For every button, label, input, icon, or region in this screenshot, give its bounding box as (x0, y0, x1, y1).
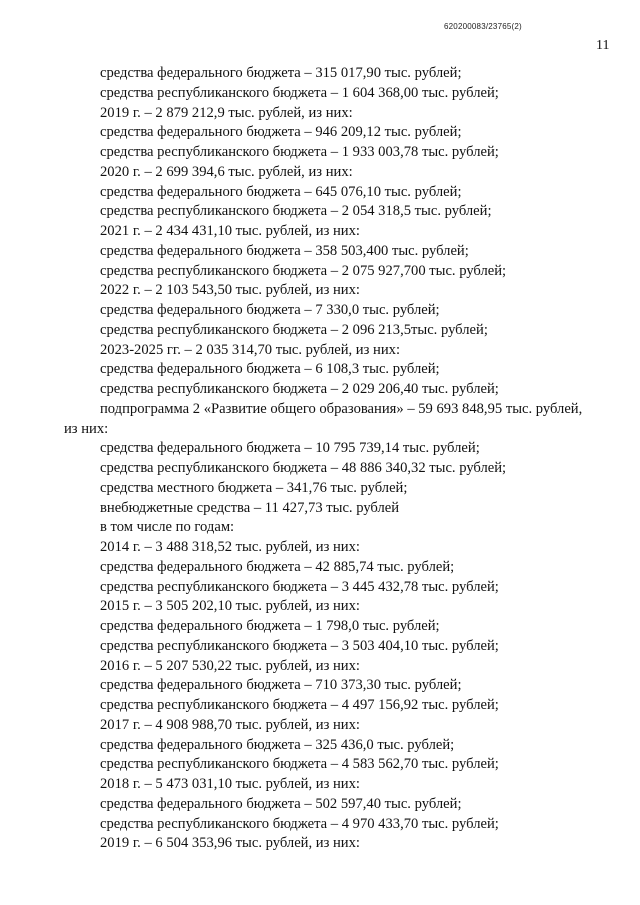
text-line: средства республиканского бюджета – 4 583 562,70 тыс. рублей; (100, 756, 499, 773)
text-line: средства республиканского бюджета – 4 497 156,92 тыс. рублей; (100, 697, 499, 713)
text-line: средства федерального бюджета – 502 597,40 тыс. рублей; (100, 795, 462, 812)
text-line: средства республиканского бюджета – 3 445 432,78 тыс. рублей; (100, 578, 499, 595)
text-line: средства республиканского бюджета – 1 933 003,78 тыс. рублей; (100, 144, 499, 160)
text-line: в том числе по годам: (100, 519, 235, 536)
document-body (64, 64, 616, 854)
text-line: 2021 г. – 2 434 431,10 тыс. рублей, из них: (100, 223, 360, 239)
text-line: средства федерального бюджета – 10 795 739,14 тыс. рублей; (100, 440, 480, 457)
text-line: средства республиканского бюджета – 1 604 368,00 тыс. рублей; (100, 84, 499, 101)
text-line: 2014 г. – 3 488 318,52 тыс. рублей, из них: (100, 539, 360, 555)
text-line: средства федерального бюджета – 946 209,12 тыс. рублей; (100, 124, 462, 141)
text-line: средства республиканского бюджета – 2 029 206,40 тыс. рублей; (100, 381, 499, 397)
page-number: 11 (596, 38, 610, 53)
text-line: 2017 г. – 4 908 988,70 тыс. рублей, из них: (100, 716, 360, 733)
text-line: средства республиканского бюджета – 3 503 404,10 тыс. рублей; (100, 637, 499, 654)
text-line: средства федерального бюджета – 7 330,0 тыс. рублей; (100, 302, 440, 318)
text-line: 2015 г. – 3 505 202,10 тыс. рублей, из них: (100, 598, 360, 615)
text-line: внебюджетные средства – 11 427,73 тыс. рублей (100, 499, 400, 516)
text-line: средства республиканского бюджета – 2 096 213,5тыс. рублей; (100, 321, 488, 338)
text-line: средства федерального бюджета – 645 076,10 тыс. рублей; (100, 183, 462, 200)
text-line: средства федерального бюджета – 6 108,3 тыс. рублей; (100, 361, 440, 378)
text-line: 2020 г. – 2 699 394,6 тыс. рублей, из них: (100, 163, 353, 180)
text-line: 2018 г. – 5 473 031,10 тыс. рублей, из них: (100, 776, 360, 792)
text-line: средства республиканского бюджета – 4 970 433,70 тыс. рублей; (100, 815, 499, 832)
text-line: подпрограмма 2 «Развитие общего образования» – 59 693 848,95 тыс. рублей, (100, 400, 583, 417)
text-line: средства республиканского бюджета – 2 075 927,700 тыс. рублей; (100, 262, 507, 279)
text-line: средства республиканского бюджета – 2 054 318,5 тыс. рублей; (100, 203, 492, 220)
text-line: из них: (64, 420, 109, 437)
text-line: средства федерального бюджета – 42 885,74 тыс. рублей; (100, 558, 455, 575)
document-id: 620200083/23765(2) (444, 22, 522, 31)
text-line: средства федерального бюджета – 325 436,0 тыс. рублей; (100, 736, 455, 753)
text-line: средства федерального бюджета – 358 503,400 тыс. рублей; (100, 242, 469, 259)
text-line: средства республиканского бюджета – 48 886 340,32 тыс. рублей; (100, 460, 507, 476)
text-line: 2016 г. – 5 207 530,22 тыс. рублей, из них: (100, 657, 360, 674)
text-line: 2023-2025 гг. – 2 035 314,70 тыс. рублей, из них: (100, 341, 401, 358)
text-line: средства федерального бюджета – 315 017,90 тыс. рублей; (100, 65, 462, 81)
text-line: средства местного бюджета – 341,76 тыс. рублей; (100, 479, 408, 496)
text-line: 2019 г. – 2 879 212,9 тыс. рублей, из них: (100, 104, 353, 121)
text-line: 2022 г. – 2 103 543,50 тыс. рублей, из них: (100, 282, 360, 299)
text-line: 2019 г. – 6 504 353,96 тыс. рублей, из них: (100, 835, 360, 852)
text-line: средства федерального бюджета – 710 373,30 тыс. рублей; (100, 677, 462, 694)
text-line: средства федерального бюджета – 1 798,0 тыс. рублей; (100, 618, 440, 634)
